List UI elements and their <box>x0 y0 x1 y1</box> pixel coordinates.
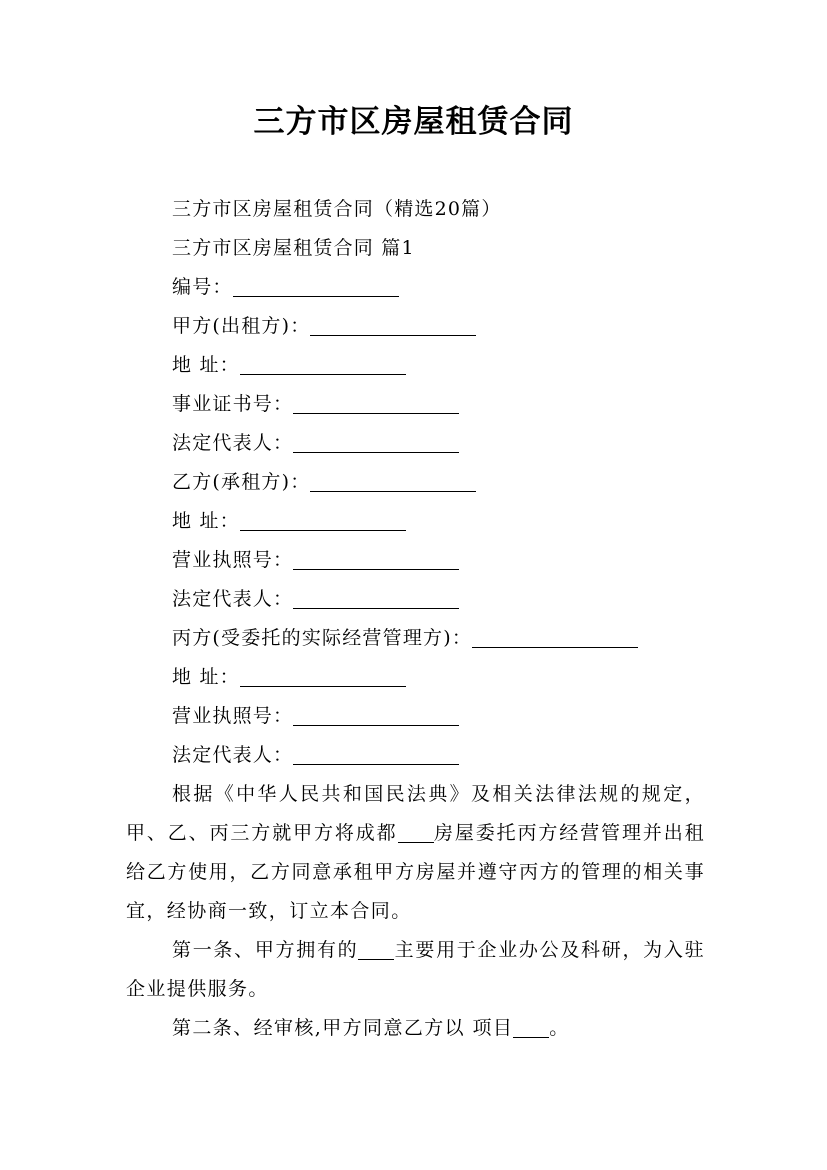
blank-line <box>398 822 434 843</box>
blank-line <box>293 586 459 609</box>
field-label: 地 址： <box>172 666 240 688</box>
blank-line <box>240 508 406 531</box>
field-label: 营业执照号： <box>172 549 294 571</box>
field-label: 地 址： <box>172 354 240 376</box>
field-row <box>126 580 705 619</box>
paragraph-text: 房屋委托丙方经营管理并出租给乙方使用，乙方同意承租甲方房屋并遵守丙方的管理的相关事宜，经协商一致，订立本合同。 <box>126 822 705 922</box>
field-row <box>126 346 705 385</box>
blank-line <box>293 547 459 570</box>
field-label: 事业证书号： <box>172 393 294 415</box>
blank-line <box>240 352 406 375</box>
field-label: 法定代表人： <box>172 432 294 454</box>
field-row <box>126 268 705 307</box>
paragraph-intro <box>126 775 705 931</box>
article-text: 主要用于企业办公及科研，为入驻企业提供服务。 <box>126 939 705 1000</box>
article-text: 第一条、甲方拥有的 <box>172 939 359 961</box>
section-heading: 三方市区房屋租赁合同 篇1 <box>172 237 415 259</box>
field-label: 编号： <box>172 276 233 298</box>
blank-line <box>472 625 638 648</box>
field-label: 甲方(出租方)： <box>172 315 311 337</box>
document-title: 三方市区房屋租赁合同 <box>253 104 574 140</box>
blank-line <box>293 391 459 414</box>
article-2 <box>126 1009 705 1048</box>
blank-line <box>513 1017 549 1038</box>
field-row <box>126 502 705 541</box>
blank-line <box>293 742 459 765</box>
article-text: 。 <box>549 1017 570 1039</box>
field-row <box>126 307 705 346</box>
article-1 <box>126 931 705 1009</box>
field-row <box>126 424 705 463</box>
blank-line <box>240 664 406 687</box>
paragraph-text: 根据《中华人民共和国民法典》及相关法律法规的规定，甲、乙、丙三方就甲方将成都 <box>126 783 705 844</box>
field-row <box>126 697 705 736</box>
article-text: 第二条、经审核,甲方同意乙方以 项目 <box>172 1017 514 1039</box>
field-label: 营业执照号： <box>172 705 294 727</box>
blank-line <box>310 313 476 336</box>
field-label: 法定代表人： <box>172 744 294 766</box>
field-row <box>126 385 705 424</box>
document-body <box>126 190 705 1048</box>
field-row <box>126 736 705 775</box>
field-label: 乙方(承租方)： <box>172 471 311 493</box>
blank-line <box>293 703 459 726</box>
document-subtitle: 三方市区房屋租赁合同（精选20篇） <box>172 198 502 220</box>
field-label: 丙方(受委托的实际经营管理方)： <box>172 627 473 649</box>
field-row <box>126 463 705 502</box>
field-label: 地 址： <box>172 510 240 532</box>
field-row <box>126 619 705 658</box>
blank-line <box>310 469 476 492</box>
blank-line <box>358 939 394 960</box>
field-row <box>126 541 705 580</box>
blank-line <box>233 274 399 297</box>
field-row <box>126 658 705 697</box>
blank-line <box>293 430 459 453</box>
field-label: 法定代表人： <box>172 588 294 610</box>
